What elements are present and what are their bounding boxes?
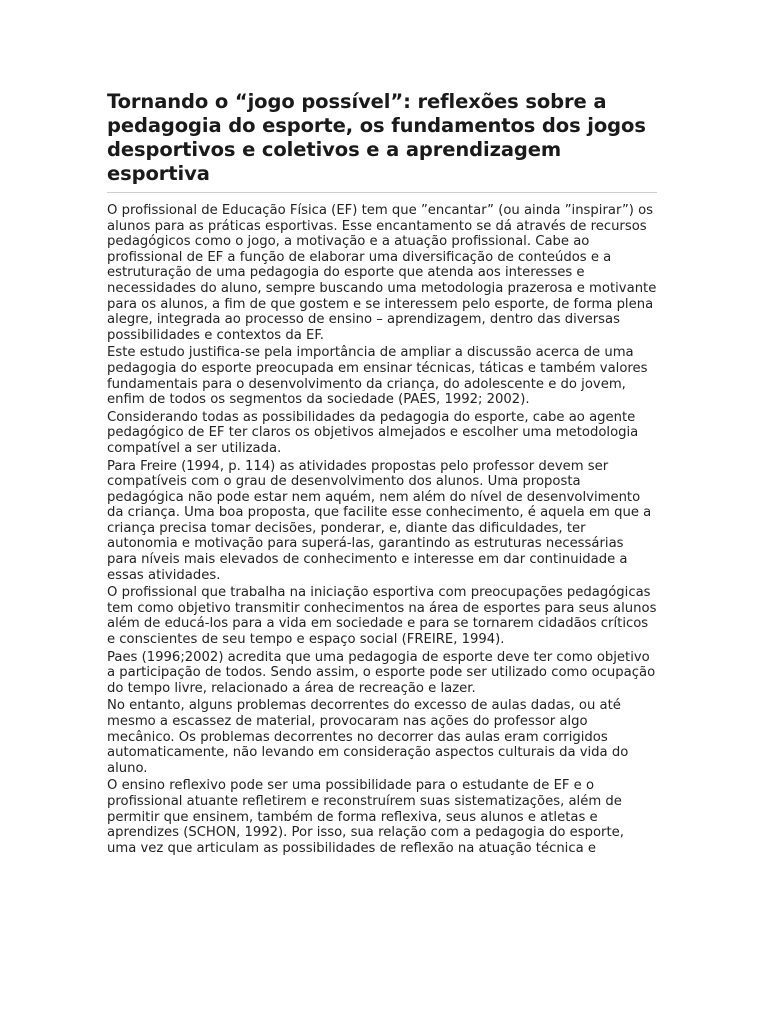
- paragraph: O profissional que trabalha na iniciação esportiva com preocupações pedagógicas tem como objetivo transmitir conhecimentos na área de esportes para seus alunos além de educá-los para a vida em sociedade e para se tornarem cidadãos críticos e conscientes de seu tempo e espaço social (FREIRE, 1994).: [107, 585, 657, 648]
- document-body: [107, 203, 657, 856]
- paragraph: O profissional de Educação Física (EF) tem que ”encantar” (ou ainda ”inspirar”) os alunos para as práticas esportivas. Esse encantamento se dá através de recursos pedagógicos como o jogo, a motivação e a atuação profissional. Cabe ao profissional de EF a função de elaborar uma diversificação de conteúdos e a estruturação de uma pedagogia do esporte que atenda aos interesses e necessidades do aluno, sempre buscando uma metodologia prazerosa e motivante para os alunos, a fim de que gostem e se interessem pelo esporte, de forma plena alegre, integrada ao processo de ensino – aprendizagem, dentro das diversas possibilidades e contextos da EF.: [107, 203, 657, 343]
- document-page: [107, 90, 657, 858]
- paragraph: No entanto, alguns problemas decorrentes do excesso de aulas dadas, ou até mesmo a escassez de material, provocaram nas ações do professor algo mecânico. Os problemas decorrentes no decorrer das aulas eram corrigidos automaticamente, não levando em consideração aspectos culturais da vida do aluno.: [107, 698, 629, 776]
- paragraph: Este estudo justifica-se pela importância de ampliar a discussão acerca de uma pedagogia do esporte preocupada em ensinar técnicas, táticas e também valores fundamentais para o desenvolvimento da criança, do adolescente e do jovem, enfim de todos os segmentos da sociedade (PAES, 1992; 2002).: [107, 345, 648, 408]
- document-title: Tornando o “jogo possível”: reflexões sobre a pedagogia do esporte, os fundamentos dos jogos desportivos e coletivos e a aprendizagem esportiva: [107, 90, 657, 193]
- paragraph: Para Freire (1994, p. 114) as atividades propostas pelo professor devem ser compatíveis com o grau de desenvolvimento dos alunos. Uma proposta pedagógica não pode estar nem aquém, nem além do nível de desenvolvimento da criança. Uma boa proposta, que facilite esse conhecimento, é aquela em que a criança precisa tomar decisões, ponderar, e, diante das dificuldades, ter autonomia e motivação para superá-las, garantindo as estruturas necessárias para níveis mais elevados de conhecimento e interesse em dar continuidade a essas atividades.: [107, 458, 652, 583]
- paragraph: O ensino reflexivo pode ser uma possibilidade para o estudante de EF e o profissional atuante refletirem e reconstruírem suas sistematizações, além de permitir que ensinem, também de forma reflexiva, seus alunos e atletas e aprendizes (SCHON, 1992). Por isso, sua relação com a pedagogia do esporte, uma vez que articulam as possibilidades de reflexão na atuação técnica e: [107, 778, 624, 856]
- paragraph: Paes (1996;2002) acredita que uma pedagogia de esporte deve ter como objetivo a participação de todos. Sendo assim, o esporte pode ser utilizado como ocupação do tempo livre, relacionado a área de recreação e lazer.: [107, 649, 656, 696]
- paragraph: Considerando todas as possibilidades da pedagogia do esporte, cabe ao agente pedagógico de EF ter claros os objetivos almejados e escolher uma metodologia compatível a ser utilizada.: [107, 409, 639, 456]
